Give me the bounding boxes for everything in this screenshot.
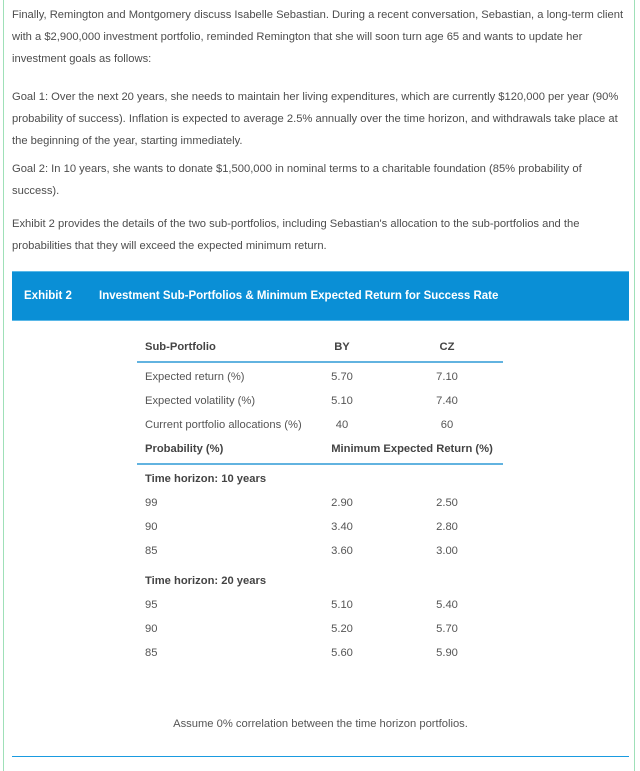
table-header-row <box>137 335 503 359</box>
cell-cz: 5.70 <box>436 623 458 635</box>
exhibit-table <box>137 335 503 665</box>
row-label: Expected volatility (%) <box>145 395 256 407</box>
row-label: Expected return (%) <box>145 371 245 383</box>
cell-by: 5.20 <box>331 623 353 635</box>
table-row <box>137 515 503 539</box>
cell-probability: 95 <box>145 599 158 611</box>
cell-cz: 5.90 <box>436 647 458 659</box>
table-row <box>137 365 503 389</box>
cell-cz: 60 <box>440 419 454 431</box>
subheader-min-expected-return: Minimum Expected Return (%) <box>331 443 493 455</box>
table-subheader-row <box>137 437 503 461</box>
cell-by: 40 <box>335 419 349 431</box>
cell-probability: 90 <box>145 521 158 533</box>
cell-by: 5.10 <box>331 599 353 611</box>
exhibit-intro-paragraph: Exhibit 2 provides the details of the two sub-portfolios, including Sebastian's allocation to the sub-portfolios and the probabilities that they will exceed the expected minimum return. <box>12 218 580 252</box>
header-by: BY <box>334 341 350 353</box>
cell-probability: 85 <box>145 647 158 659</box>
table-rule <box>137 463 503 465</box>
intro-paragraph: Finally, Remington and Montgomery discuss Isabelle Sebastian. During a recent conversation, Sebastian, a long-term client with a $2,900,000 investment portfolio, reminded Remington that she will soon turn age 65 and wants to update her investment goals as follows: <box>12 9 624 65</box>
table-rule <box>137 361 503 363</box>
cell-by: 3.40 <box>331 521 353 533</box>
cell-probability: 90 <box>145 623 158 635</box>
cell-cz: 2.50 <box>436 497 458 509</box>
cell-cz: 5.40 <box>436 599 458 611</box>
horizon-title <box>137 467 503 491</box>
horizon-20-title: Time horizon: 20 years <box>145 575 267 587</box>
subheader-probability: Probability (%) <box>145 443 224 455</box>
cell-by: 2.90 <box>331 497 353 509</box>
cell-by: 3.60 <box>331 545 353 557</box>
cell-probability: 85 <box>145 545 158 557</box>
goal-2-paragraph: Goal 2: In 10 years, she wants to donate $1,500,000 in nominal terms to a charitable foundation (85% probability of success). <box>12 163 582 197</box>
cell-cz: 7.40 <box>436 395 458 407</box>
horizon-10-title: Time horizon: 10 years <box>145 473 267 485</box>
exhibit-title: Investment Sub-Portfolios & Minimum Expected Return for Success Rate <box>99 290 499 302</box>
table-row <box>137 413 503 437</box>
cell-by: 5.10 <box>331 395 353 407</box>
table-row <box>137 539 503 563</box>
table-row <box>137 389 503 413</box>
row-label: Current portfolio allocations (%) <box>145 419 302 431</box>
horizon-title <box>137 569 503 593</box>
table-row <box>137 491 503 515</box>
table-row <box>137 593 503 617</box>
table-row <box>137 641 503 665</box>
exhibit-label: Exhibit 2 <box>24 290 72 302</box>
cell-cz: 3.00 <box>436 545 458 557</box>
exhibit-note: Assume 0% correlation between the time horizon portfolios. <box>173 718 468 730</box>
header-sub-portfolio: Sub-Portfolio <box>145 341 216 353</box>
cell-by: 5.60 <box>331 647 353 659</box>
cell-cz: 7.10 <box>436 371 458 383</box>
cell-probability: 99 <box>145 497 158 509</box>
goal-1-paragraph: Goal 1: Over the next 20 years, she needs to maintain her living expenditures, which are currently $120,000 per year (90% probability of success). Inflation is expected to average 2.5% annually over the time horizon, and withdrawals take place at the beginning of the year, starting immediately. <box>12 91 619 147</box>
table-row <box>137 617 503 641</box>
bottom-divider <box>12 756 629 757</box>
exhibit-header <box>12 271 629 321</box>
cell-by: 5.70 <box>331 371 353 383</box>
header-cz: CZ <box>439 341 455 353</box>
cell-cz: 2.80 <box>436 521 458 533</box>
